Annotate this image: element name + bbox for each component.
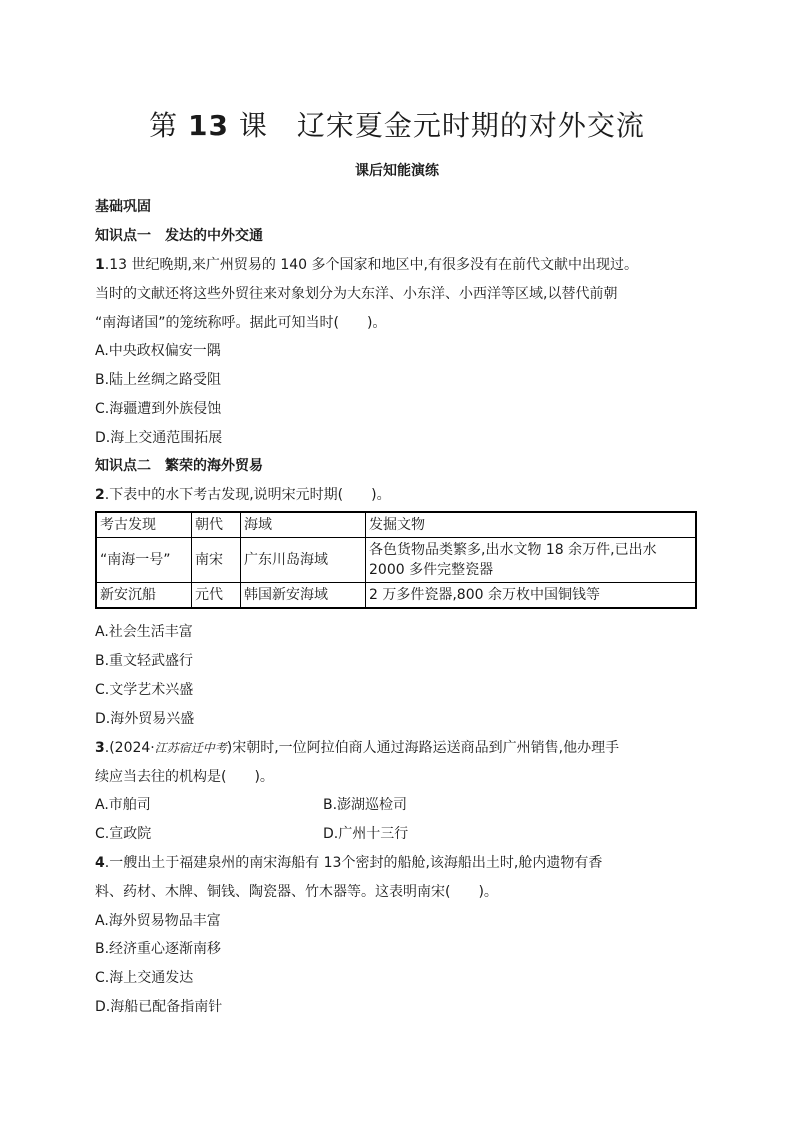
q3-option-d[interactable]: D.广州十三行 [323, 826, 409, 842]
q1-line-3: “南海诸国”的笼统称呼。据此可知当时( )。 [95, 315, 387, 331]
table-cell: 新安沉船 [96, 583, 192, 609]
table-row [96, 538, 696, 583]
q3-text-1: )宋朝时,一位阿拉伯商人通过海路运送商品到广州销售,他办理手 [226, 740, 620, 756]
q2-option-a[interactable]: A.社会生活丰富 [95, 624, 193, 640]
lesson-number: 13 [188, 109, 229, 142]
table-cell: 韩国新安海域 [241, 583, 366, 609]
table-cell: 广东川岛海域 [241, 538, 366, 583]
section-heading: 基础巩固 [95, 199, 151, 215]
knowledge-point-2: 知识点二 繁荣的海外贸易 [95, 458, 263, 474]
q2-option-c[interactable]: C.文学艺术兴盛 [95, 682, 194, 698]
q1-text-1: .13 世纪晚期,来广州贸易的 140 多个国家和地区中,有很多没有在前代文献中出现过。 [104, 257, 638, 273]
title-prefix: 第 [149, 109, 189, 142]
q4-option-c[interactable]: C.海上交通发达 [95, 970, 194, 986]
q1-number: 1 [95, 257, 105, 273]
q1-line-2: 当时的文献还将这些外贸往来对象划分为大东洋、小东洋、小西洋等区域,以替代前朝 [95, 286, 618, 302]
q3-option-c[interactable]: C.宣政院 [95, 826, 152, 842]
q1-line-1 [95, 255, 638, 275]
q4-text-1: .一艘出土于福建泉州的南宋海船有 13个密封的船舱,该海船出土时,舱内遗物有香 [104, 855, 603, 871]
table-cell: 南宋 [192, 538, 241, 583]
q3-line-1 [95, 738, 619, 758]
q4-option-b[interactable]: B.经济重心逐渐南移 [95, 941, 222, 957]
q3-option-b[interactable]: B.澎湖巡检司 [323, 797, 408, 813]
q1-option-d[interactable]: D.海上交通范围拓展 [95, 430, 223, 446]
page-title [0, 104, 794, 144]
title-text: 课 辽宋夏金元时期的对外交流 [228, 109, 645, 142]
q4-option-a[interactable]: A.海外贸易物品丰富 [95, 913, 221, 929]
q2-number: 2 [95, 487, 105, 503]
q3-source: 江苏宿迁中考 [154, 741, 227, 755]
table-header-cell: 发掘文物 [366, 512, 697, 538]
table-cell: “南海一号” [96, 538, 192, 583]
table-cell: 2 万多件瓷器,800 余万枚中国铜钱等 [366, 583, 697, 609]
table-cell: 各色货物品类繁多,出水文物 18 余万件,已出水 2000 多件完整瓷器 [366, 538, 697, 583]
q2-stem [95, 485, 391, 505]
table-cell: 元代 [192, 583, 241, 609]
q4-number: 4 [95, 855, 105, 871]
q3-source-prefix: .(2024· [104, 740, 155, 756]
table-header-cell: 考古发现 [96, 512, 192, 538]
q2-text: .下表中的水下考古发现,说明宋元时期( )。 [104, 487, 391, 503]
q1-option-c[interactable]: C.海疆遭到外族侵蚀 [95, 401, 222, 417]
q2-option-d[interactable]: D.海外贸易兴盛 [95, 711, 195, 727]
q2-option-b[interactable]: B.重文轻武盛行 [95, 653, 194, 669]
table-header-cell: 朝代 [192, 512, 241, 538]
table-header-cell: 海域 [241, 512, 366, 538]
table-row [96, 583, 696, 609]
archaeology-table [95, 511, 697, 609]
table-header-row [96, 512, 696, 538]
q4-line-2: 料、药材、木牌、铜钱、陶瓷器、竹木器等。这表明南宋( )。 [95, 884, 498, 900]
q3-option-a[interactable]: A.市舶司 [95, 797, 151, 813]
q3-number: 3 [95, 740, 105, 756]
q1-option-a[interactable]: A.中央政权偏安一隅 [95, 343, 221, 359]
q1-option-b[interactable]: B.陆上丝绸之路受阻 [95, 372, 222, 388]
knowledge-point-1: 知识点一 发达的中外交通 [95, 228, 263, 244]
page-subtitle: 课后知能演练 [355, 163, 439, 179]
q4-line-1 [95, 853, 602, 873]
q4-option-d[interactable]: D.海船已配备指南针 [95, 999, 223, 1015]
q3-line-2: 续应当去往的机构是( )。 [95, 769, 274, 785]
